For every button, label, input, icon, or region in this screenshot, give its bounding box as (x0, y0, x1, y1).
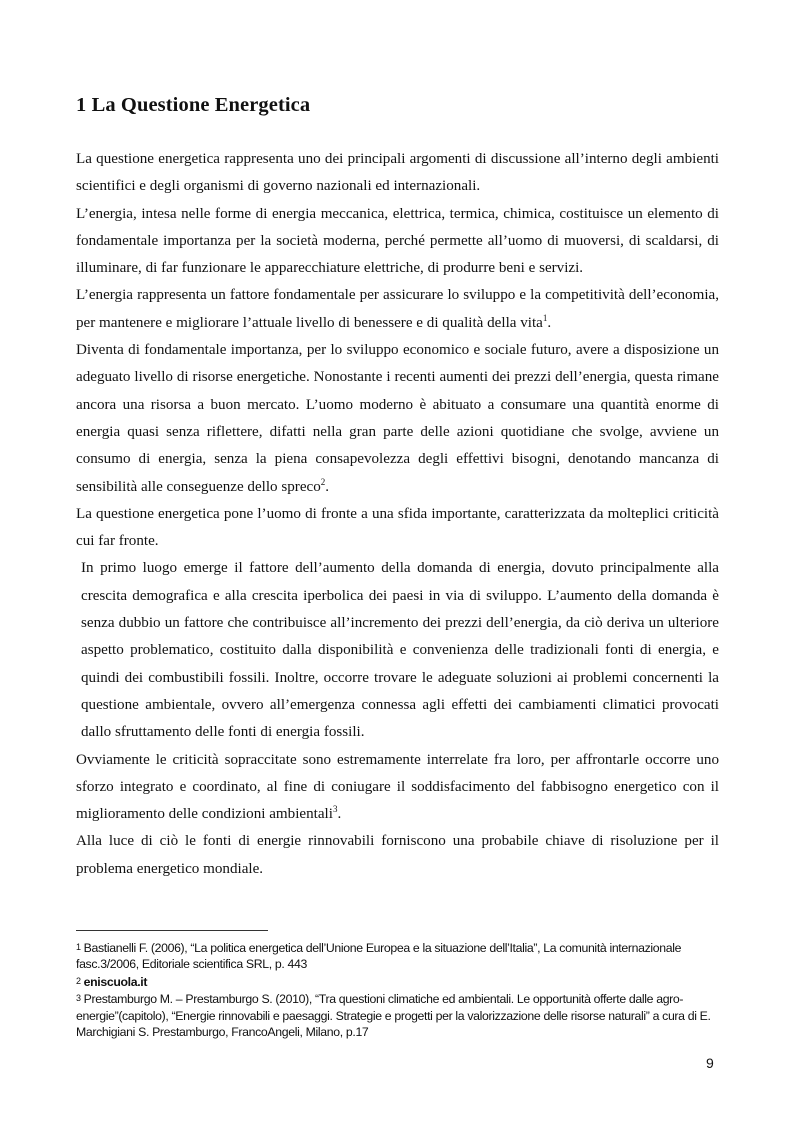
paragraph-text: L’energia, intesa nelle forme di energia meccanica, elettrica, termica, chimica, costituisce un elemento di fondamentale importanza per la società moderna, perché permette all’uomo di muoversi, di scaldarsi, di illuminare, di far funzionare le apparecchiature elettriche, di produrre beni e servizi. (76, 205, 719, 277)
footnote (76, 990, 721, 1040)
footnote-reference[interactable]: 2 (320, 476, 326, 487)
footnote-link[interactable]: eniscuola.it (83, 974, 148, 989)
paragraph-text: L’energia rappresenta un fattore fondamentale per assicurare lo sviluppo e la competitività dell’economia, per mantenere e migliorare l’attuale livello di benessere e di qualità della vita (76, 287, 719, 331)
footnote (76, 973, 721, 990)
paragraph-punctuation: . (547, 314, 552, 331)
footnote (76, 939, 721, 973)
paragraph (76, 828, 719, 883)
paragraph (76, 146, 719, 201)
page-number: 9 (706, 1055, 714, 1071)
footnote-reference[interactable]: 1 (542, 312, 548, 323)
footnote-text: Prestamburgo M. – Prestamburgo S. (2010), “Tra questioni climatiche ed ambientali. Le opportunità offerte dalle agro-energie”(capitolo), “Energie rinnovabili e paesaggi. Strategie e progetti per la valorizzazione delle risorse naturali” a cura di E. Marchigiani S. Prestamburgo, FrancoAngeli, Milano, p.17 (76, 992, 711, 1040)
paragraph-text: Diventa di fondamentale importanza, per lo sviluppo economico e sociale futuro, avere a disposizione un adeguato livello di risorse energetiche. Nonostante i recenti aumenti dei prezzi dell’energia, questa rimane ancora una risorsa a buon mercato. L’uomo moderno è abituato a consumare una quantità enorme di energia quasi senza riflettere, difatti nella gran parte delle azioni quotidiane che svolge, avviene un consumo di energia, senza la piena consapevolezza degli effettivi bisogni, denotando mancanza di sensibilità alle conseguenze dello spreco (76, 342, 719, 495)
paragraph (76, 501, 719, 556)
paragraph-punctuation: . (325, 478, 330, 495)
footnote-number: 1 (76, 942, 81, 952)
paragraph-text: La questione energetica pone l’uomo di fronte a una sfida importante, caratterizzata da molteplici criticità cui far fronte. (76, 505, 719, 550)
footnote-number: 2 (76, 975, 81, 986)
chapter-heading: 1 La Questione Energetica (76, 94, 311, 116)
paragraph-text: Alla luce di ciò le fonti di energie rinnovabili forniscono una probabile chiave di risoluzione per il problema energetico mondiale. (76, 833, 719, 877)
paragraph (76, 747, 719, 829)
paragraph-text: In primo luogo emerge il fattore dell’aumento della domanda di energia, dovuto principalmente alla crescita demografica e alla crescita iperbolica dei paesi in via di sviluppo. L’aumento della domanda è senza dubbio un fattore che contribuisce all’incremento dei prezzi dell’energia, da ciò deriva un ulteriore aspetto problematico, costituito dalla disponibilità e convenienza delle tradizionali fonti di energia, e quindi dei combustibili fossili. Inoltre, occorre trovare le adeguate soluzioni ai problemi concernenti la questione ambientale, ovvero all’emergenza connessa agli effetti dei cambiamenti climatici provocati dallo sfruttamento delle fonti di energia fossili. (81, 560, 719, 741)
paragraph (76, 201, 719, 283)
paragraph-indented (76, 555, 719, 746)
footnote-reference[interactable]: 3 (332, 804, 338, 815)
paragraph-punctuation: . (337, 806, 342, 823)
paragraph-text: La questione energetica rappresenta uno dei principali argomenti di discussione all’interno degli ambienti scientifici e degli organismi di governo nazionali ed internazionali. (76, 151, 719, 195)
footnote-text: Bastianelli F. (2006), “La politica energetica dell’Unione Europea e la situazione dell’Italia”, La comunità internazionale fasc.3/2006, Editoriale scientifica SRL, p. 443 (76, 941, 682, 972)
footnotes (76, 939, 721, 1040)
footnote-number: 3 (76, 993, 81, 1004)
footnote-separator (76, 930, 268, 931)
body-text (76, 146, 719, 883)
paragraph-text: Ovviamente le criticità sopraccitate sono estremamente interrelate fra loro, per affrontarle occorre uno sforzo integrato e coordinato, al fine di coniugare il soddisfacimento del fabbisogno energetico con il miglioramento delle condizioni ambientali (76, 751, 719, 823)
paragraph (76, 282, 719, 337)
paragraph (76, 337, 719, 501)
